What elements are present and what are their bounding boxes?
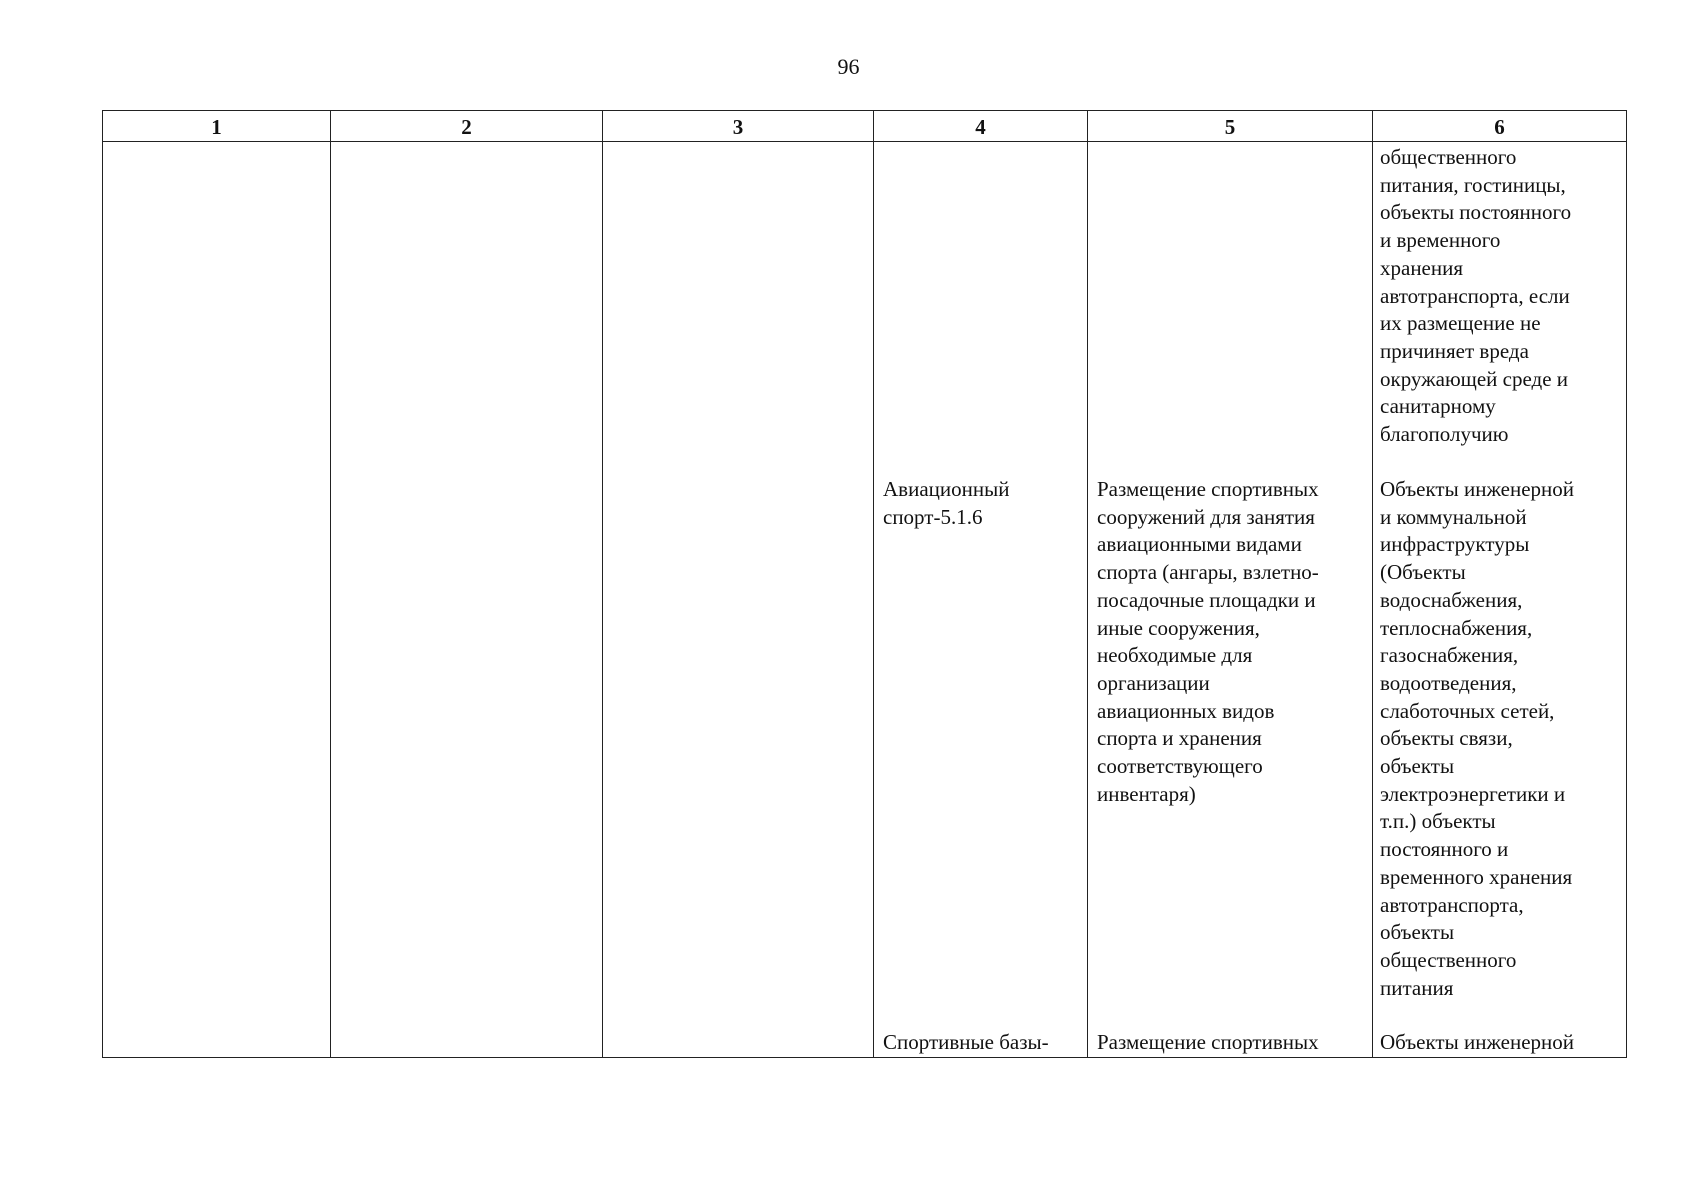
cell-row2-col6: Объекты инженерной и коммунальной инфраструктуры (Объекты водоснабжения, теплоснабжения, газоснабжения, водоотведения, слаботочных сетей, объекты связи, объекты электроэнергетики и т.п.) объекты постоянного и временного хранения автотранспорта, объекты общественного питания xyxy=(1380,477,1575,1000)
column-divider xyxy=(1087,111,1088,1057)
header-col-3: 3 xyxy=(732,115,744,139)
header-col-4: 4 xyxy=(975,115,986,139)
cell-row3-col5: Размещение спортивных xyxy=(1097,1030,1319,1054)
header-divider xyxy=(103,141,1626,142)
header-col-5: 5 xyxy=(1224,115,1236,139)
cell-row2-col5: Размещение спортивных сооружений для занятия авиационными видами спорта (ангары, взлетно- посадочные площадки и иные сооружения, необходимые для организации авиационных видов спорта и хранения соответствующего инвентаря) xyxy=(1097,477,1319,806)
cell-row2-col4: Авиационный спорт-5.1.6 xyxy=(883,477,1010,529)
header-col-2: 2 xyxy=(461,115,472,139)
page-number: 96 xyxy=(837,54,860,79)
data-table xyxy=(102,110,1627,1058)
column-divider xyxy=(1372,111,1373,1057)
header-col-6: 6 xyxy=(1494,115,1505,139)
column-divider xyxy=(602,111,603,1057)
cell-row3-col4: Спортивные базы- xyxy=(883,1030,1049,1054)
header-col-1: 1 xyxy=(211,115,222,139)
column-divider xyxy=(330,111,331,1057)
cell-row3-col6: Объекты инженерной xyxy=(1380,1030,1575,1054)
cell-row1-col6: общественного питания, гостиницы, объекты постоянного и временного хранения автотранспорта, если их размещение не причиняет вреда окружающей среде и санитарному благополучию xyxy=(1380,145,1572,447)
column-divider xyxy=(873,111,874,1057)
